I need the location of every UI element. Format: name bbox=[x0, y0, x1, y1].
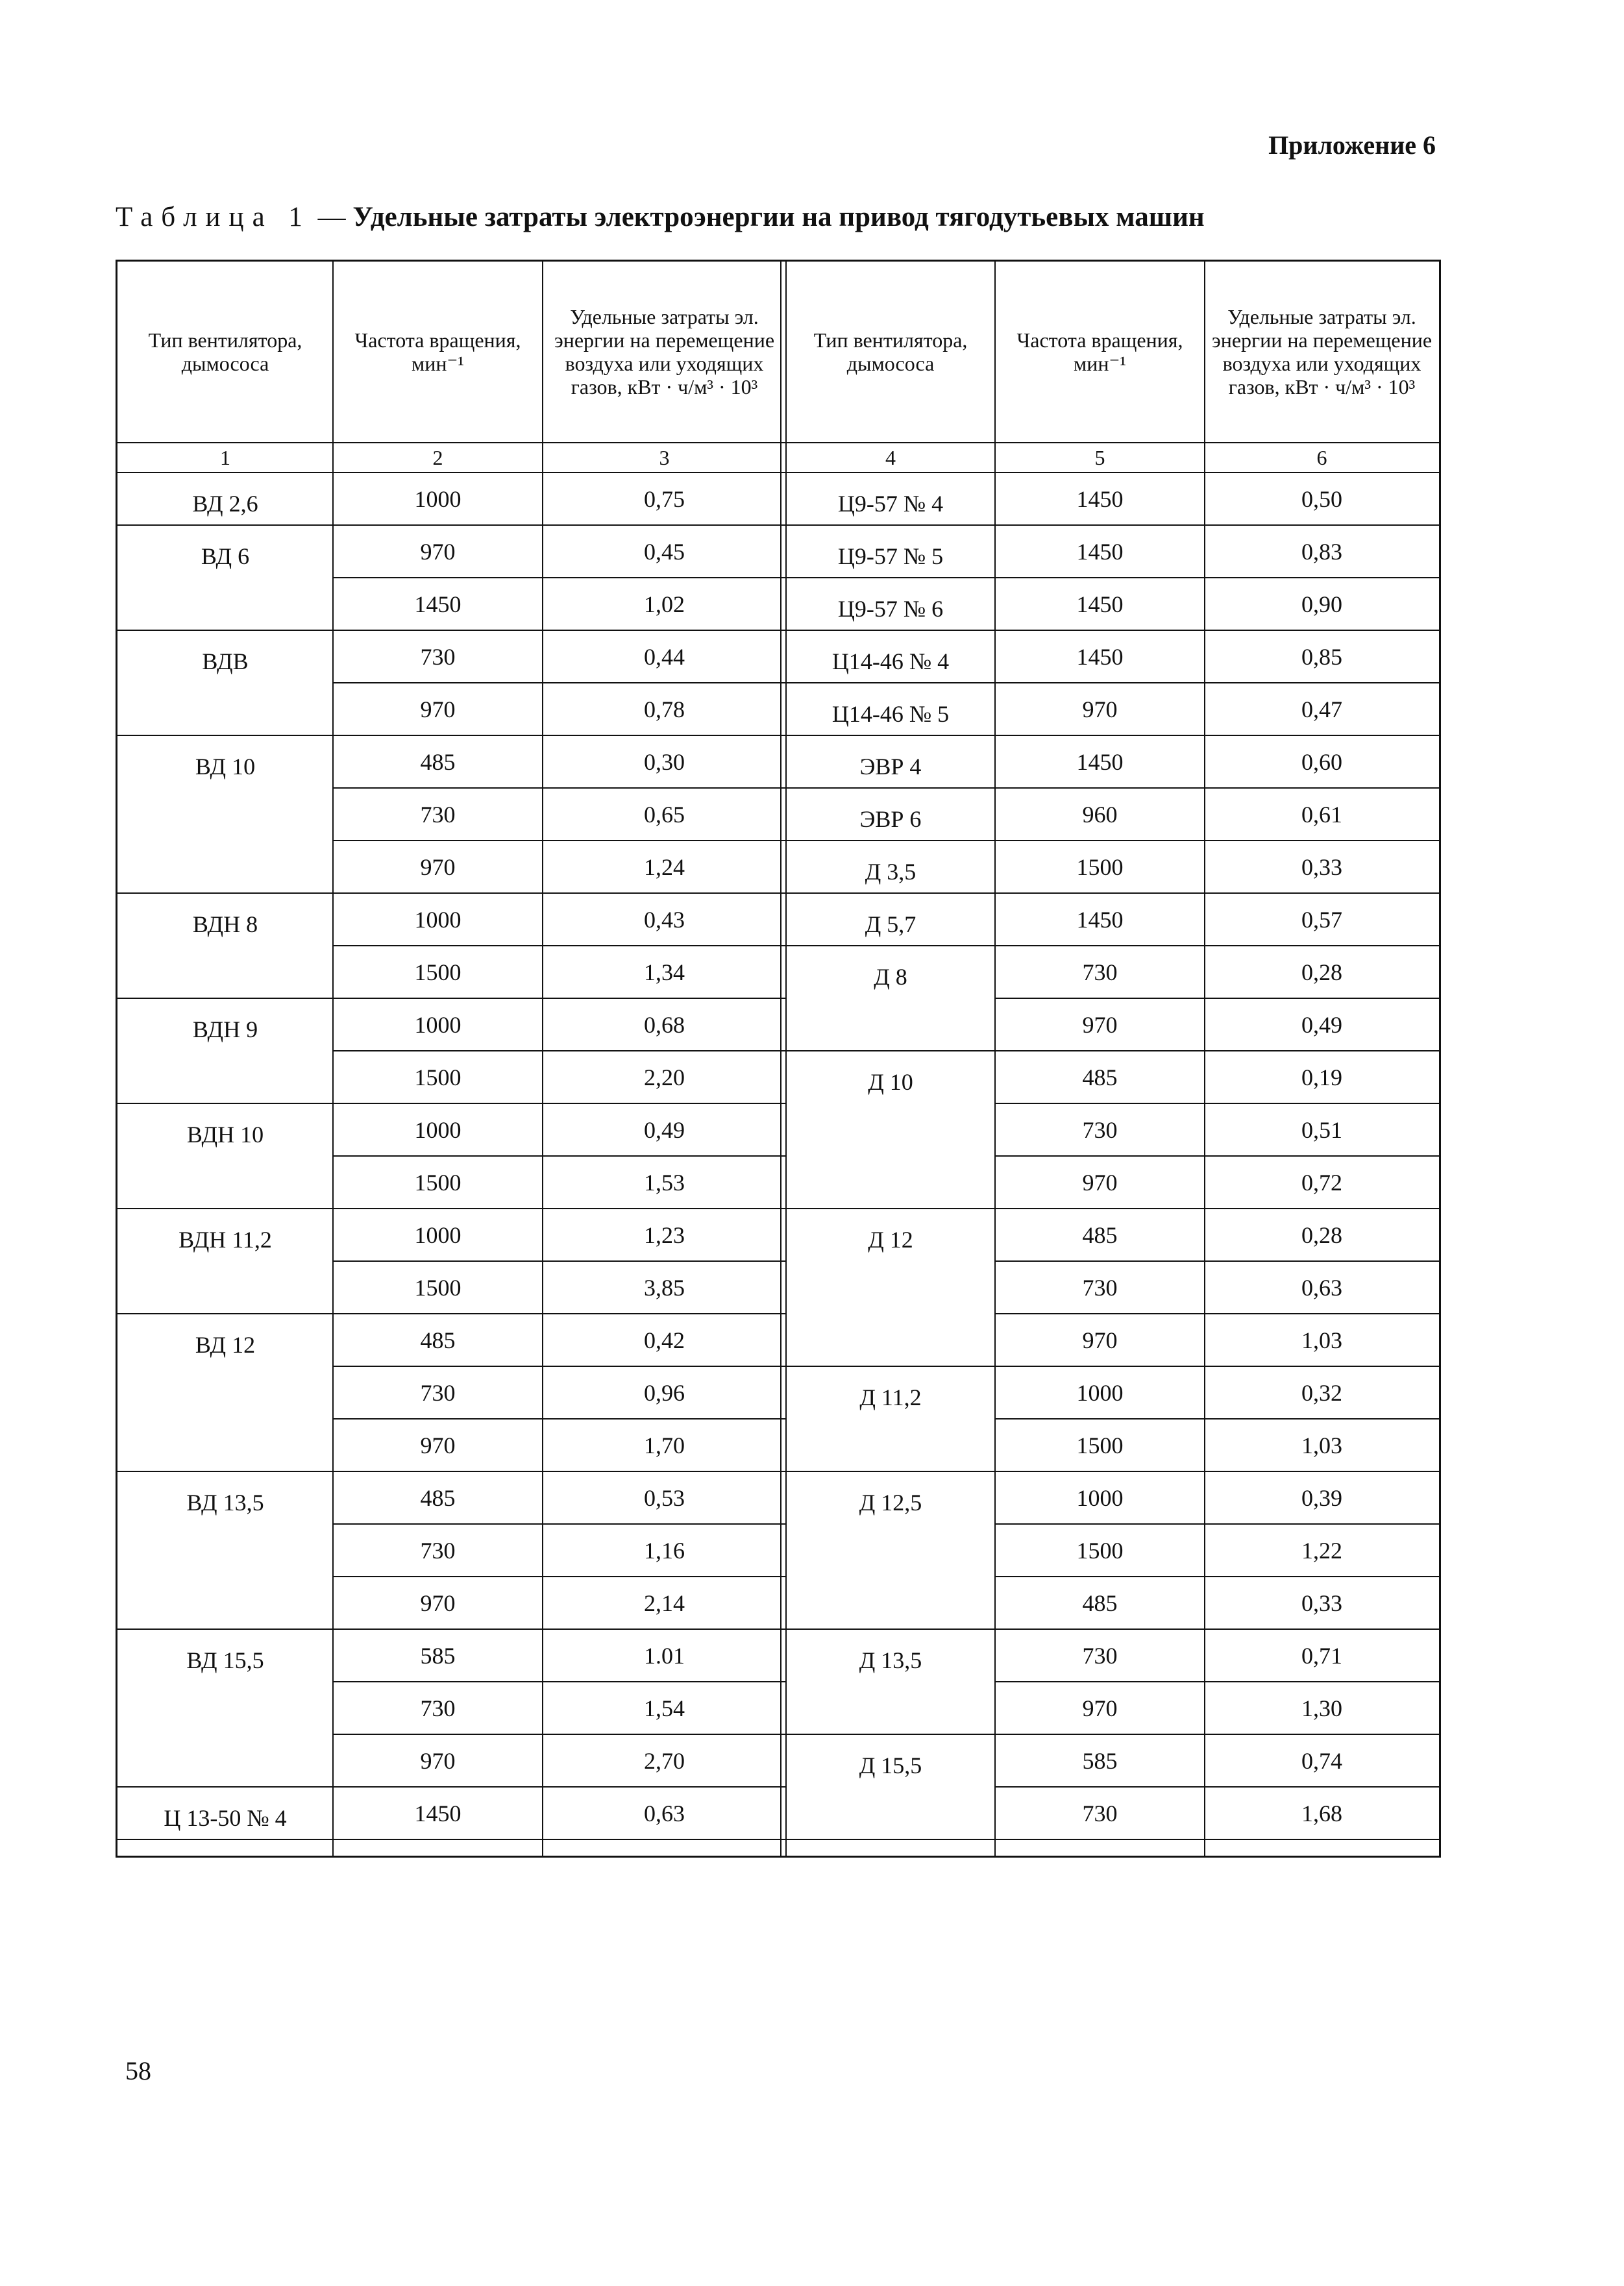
row-type: Ц9-57 № 5 bbox=[786, 526, 995, 578]
row-energy: 1,16 bbox=[543, 1525, 786, 1577]
header-energy: Удельные затраты эл. энергии на перемещение воздуха или уходящих газов, кВт · ч/м³ · 10³ bbox=[543, 262, 786, 443]
row-frequency: 1000 bbox=[333, 999, 543, 1051]
row-frequency: 970 bbox=[333, 1735, 543, 1788]
row-energy: 1,68 bbox=[1205, 1788, 1439, 1840]
row-energy: 0,71 bbox=[1205, 1630, 1439, 1682]
column-number: 2 bbox=[333, 443, 543, 473]
row-frequency: 1450 bbox=[995, 473, 1205, 526]
row-energy: 1.01 bbox=[543, 1630, 786, 1682]
row-frequency: 585 bbox=[995, 1735, 1205, 1788]
row-type: ЭВР 4 bbox=[786, 736, 995, 789]
row-energy: 0,33 bbox=[1205, 1577, 1439, 1630]
row-frequency: 730 bbox=[333, 1525, 543, 1577]
row-frequency: 485 bbox=[995, 1209, 1205, 1262]
row-energy: 1,23 bbox=[543, 1209, 786, 1262]
column-number: 1 bbox=[117, 443, 333, 473]
row-energy: 0,78 bbox=[543, 683, 786, 736]
row-energy: 1,03 bbox=[1205, 1420, 1439, 1472]
row-energy: 0,28 bbox=[1205, 1209, 1439, 1262]
row-frequency: 970 bbox=[995, 683, 1205, 736]
row-type: ВД 10 bbox=[117, 736, 333, 894]
row-frequency: 970 bbox=[995, 1682, 1205, 1735]
row-frequency: 1450 bbox=[995, 578, 1205, 631]
row-type: ВДВ bbox=[117, 631, 333, 736]
table-caption bbox=[116, 201, 1205, 233]
row-energy: 1,54 bbox=[543, 1682, 786, 1735]
row-frequency: 1450 bbox=[995, 736, 1205, 789]
row-frequency: 1000 bbox=[333, 1104, 543, 1157]
row-frequency: 730 bbox=[333, 1367, 543, 1420]
row-frequency: 970 bbox=[333, 1420, 543, 1472]
row-type: ВД 6 bbox=[117, 526, 333, 631]
row-energy: 1,34 bbox=[543, 946, 786, 999]
column-number: 6 bbox=[1205, 443, 1439, 473]
row-type: ВДН 8 bbox=[117, 894, 333, 999]
row-energy: 0,51 bbox=[1205, 1104, 1439, 1157]
row-frequency: 585 bbox=[333, 1630, 543, 1682]
row-energy: 2,20 bbox=[543, 1051, 786, 1104]
row-energy: 0,49 bbox=[1205, 999, 1439, 1051]
header-type: Тип вентилятора, дымососа bbox=[786, 262, 995, 443]
row-frequency: 485 bbox=[995, 1577, 1205, 1630]
row-energy: 0,74 bbox=[1205, 1735, 1439, 1788]
row-frequency: 1000 bbox=[333, 894, 543, 946]
row-frequency: 970 bbox=[333, 683, 543, 736]
row-energy: 1,02 bbox=[543, 578, 786, 631]
row-type: Д 10 bbox=[786, 1051, 995, 1209]
row-frequency: 730 bbox=[333, 631, 543, 683]
row-type: Д 8 bbox=[786, 946, 995, 1051]
row-energy: 0,75 bbox=[543, 473, 786, 526]
header-freq: Частота вращения, мин⁻¹ bbox=[995, 262, 1205, 443]
row-frequency: 1500 bbox=[333, 1262, 543, 1314]
row-type: Д 5,7 bbox=[786, 894, 995, 946]
row-energy: 0,28 bbox=[1205, 946, 1439, 999]
row-type: Д 12,5 bbox=[786, 1472, 995, 1630]
row-type: ВДН 10 bbox=[117, 1104, 333, 1209]
row-energy: 0,30 bbox=[543, 736, 786, 789]
page-number: 58 bbox=[125, 2056, 151, 2085]
row-frequency: 1000 bbox=[333, 1209, 543, 1262]
row-frequency: 1000 bbox=[995, 1367, 1205, 1420]
row-frequency: 730 bbox=[995, 1788, 1205, 1840]
row-type: ВД 2,6 bbox=[117, 473, 333, 526]
row-frequency: 970 bbox=[333, 1577, 543, 1630]
row-frequency: 970 bbox=[333, 526, 543, 578]
row-type: ВД 13,5 bbox=[117, 1472, 333, 1630]
row-energy: 0,60 bbox=[1205, 736, 1439, 789]
row-type: ВД 15,5 bbox=[117, 1630, 333, 1788]
row-energy: 0,42 bbox=[543, 1314, 786, 1367]
row-energy: 3,85 bbox=[543, 1262, 786, 1314]
row-energy: 0,32 bbox=[1205, 1367, 1439, 1420]
row-energy: 2,70 bbox=[543, 1735, 786, 1788]
row-energy: 1,30 bbox=[1205, 1682, 1439, 1735]
row-type: ВДН 9 bbox=[117, 999, 333, 1104]
row-type: Ц 13-50 № 4 bbox=[117, 1788, 333, 1840]
row-energy: 1,24 bbox=[543, 841, 786, 894]
row-frequency: 730 bbox=[995, 1630, 1205, 1682]
table-caption-dash: — bbox=[310, 202, 353, 232]
row-type: Д 15,5 bbox=[786, 1735, 995, 1840]
row-frequency: 1500 bbox=[333, 1051, 543, 1104]
row-energy: 1,53 bbox=[543, 1157, 786, 1209]
row-frequency: 730 bbox=[333, 1682, 543, 1735]
row-energy: 0,90 bbox=[1205, 578, 1439, 631]
column-number: 3 bbox=[543, 443, 786, 473]
row-type: Д 11,2 bbox=[786, 1367, 995, 1472]
energy-table bbox=[116, 260, 1441, 1858]
row-energy: 0,47 bbox=[1205, 683, 1439, 736]
row-frequency: 730 bbox=[995, 1104, 1205, 1157]
row-frequency: 970 bbox=[995, 1157, 1205, 1209]
row-type: ВД 12 bbox=[117, 1314, 333, 1472]
row-type: Ц14-46 № 5 bbox=[786, 683, 995, 736]
row-frequency: 970 bbox=[995, 1314, 1205, 1367]
row-energy: 0,19 bbox=[1205, 1051, 1439, 1104]
row-type: Д 3,5 bbox=[786, 841, 995, 894]
row-energy: 0,83 bbox=[1205, 526, 1439, 578]
row-energy: 0,50 bbox=[1205, 473, 1439, 526]
row-frequency: 1000 bbox=[995, 1472, 1205, 1525]
column-number: 4 bbox=[786, 443, 995, 473]
row-energy: 0,45 bbox=[543, 526, 786, 578]
appendix-label: Приложение 6 bbox=[1268, 130, 1436, 160]
row-energy: 0,43 bbox=[543, 894, 786, 946]
row-frequency: 1000 bbox=[333, 473, 543, 526]
row-frequency: 485 bbox=[333, 1314, 543, 1367]
row-energy: 0,63 bbox=[543, 1788, 786, 1840]
row-frequency: 1500 bbox=[333, 1157, 543, 1209]
row-type: Д 13,5 bbox=[786, 1630, 995, 1735]
row-frequency: 1450 bbox=[333, 1788, 543, 1840]
row-frequency: 1450 bbox=[995, 894, 1205, 946]
row-frequency: 485 bbox=[333, 736, 543, 789]
row-energy: 0,65 bbox=[543, 789, 786, 841]
row-frequency: 960 bbox=[995, 789, 1205, 841]
row-frequency: 970 bbox=[333, 841, 543, 894]
column-number: 5 bbox=[995, 443, 1205, 473]
row-frequency: 730 bbox=[995, 1262, 1205, 1314]
row-frequency: 485 bbox=[333, 1472, 543, 1525]
row-energy: 0,57 bbox=[1205, 894, 1439, 946]
row-energy: 0,96 bbox=[543, 1367, 786, 1420]
row-frequency: 1450 bbox=[995, 631, 1205, 683]
row-type: Ц9-57 № 4 bbox=[786, 473, 995, 526]
row-energy: 0,68 bbox=[543, 999, 786, 1051]
row-type: Д 12 bbox=[786, 1209, 995, 1367]
row-energy: 0,44 bbox=[543, 631, 786, 683]
row-energy: 1,22 bbox=[1205, 1525, 1439, 1577]
row-type: ЭВР 6 bbox=[786, 789, 995, 841]
row-type: Ц14-46 № 4 bbox=[786, 631, 995, 683]
row-energy: 2,14 bbox=[543, 1577, 786, 1630]
header-freq: Частота вращения, мин⁻¹ bbox=[333, 262, 543, 443]
row-frequency: 1500 bbox=[995, 1525, 1205, 1577]
row-energy: 0,63 bbox=[1205, 1262, 1439, 1314]
row-energy: 1,03 bbox=[1205, 1314, 1439, 1367]
header-energy: Удельные затраты эл. энергии на перемещение воздуха или уходящих газов, кВт · ч/м³ · 10³ bbox=[1205, 262, 1439, 443]
row-type: Ц9-57 № 6 bbox=[786, 578, 995, 631]
row-frequency: 970 bbox=[995, 999, 1205, 1051]
row-type: ВДН 11,2 bbox=[117, 1209, 333, 1314]
row-energy: 0,49 bbox=[543, 1104, 786, 1157]
row-energy: 0,85 bbox=[1205, 631, 1439, 683]
row-frequency: 1450 bbox=[995, 526, 1205, 578]
row-frequency: 730 bbox=[995, 946, 1205, 999]
header-type: Тип вентилятора, дымососа bbox=[117, 262, 333, 443]
table-caption-title: Удельные затраты электроэнергии на привод тягодутьевых машин bbox=[352, 202, 1205, 232]
row-frequency: 1500 bbox=[995, 841, 1205, 894]
row-energy: 0,53 bbox=[543, 1472, 786, 1525]
row-frequency: 485 bbox=[995, 1051, 1205, 1104]
row-frequency: 1500 bbox=[333, 946, 543, 999]
row-energy: 0,39 bbox=[1205, 1472, 1439, 1525]
row-frequency: 1450 bbox=[333, 578, 543, 631]
row-energy: 0,61 bbox=[1205, 789, 1439, 841]
row-energy: 0,72 bbox=[1205, 1157, 1439, 1209]
row-frequency: 730 bbox=[333, 789, 543, 841]
row-energy: 0,33 bbox=[1205, 841, 1439, 894]
row-frequency: 1500 bbox=[995, 1420, 1205, 1472]
row-energy: 1,70 bbox=[543, 1420, 786, 1472]
table-caption-label: Таблица 1 bbox=[116, 202, 311, 232]
